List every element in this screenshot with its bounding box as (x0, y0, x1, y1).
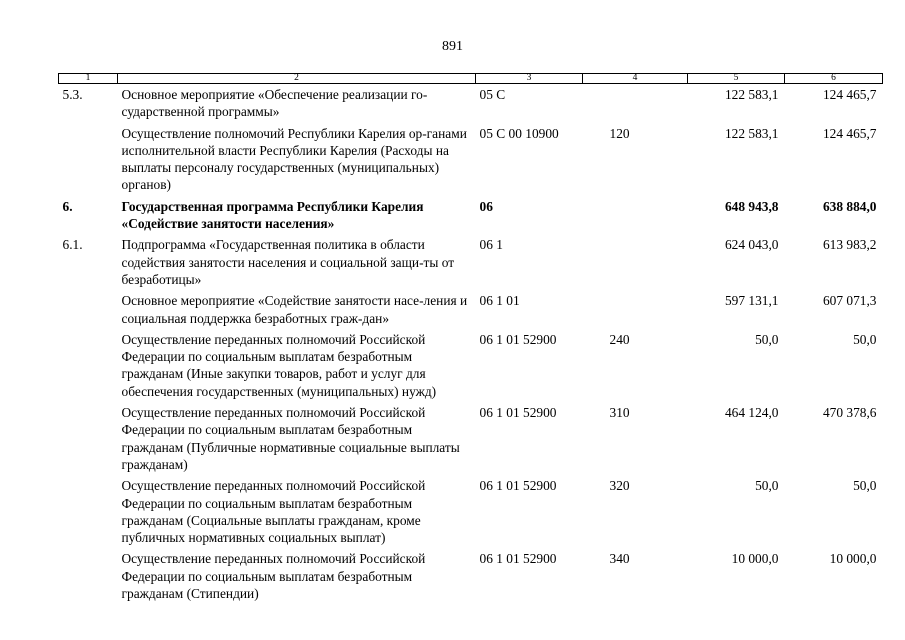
table-row (59, 477, 883, 550)
item-name: Основное мероприятие «Содействие занятости насе-ления и социальная поддержка безработных граж-дан» (121, 293, 468, 326)
page-number: 891 (442, 39, 463, 54)
target-code: 06 (479, 198, 493, 214)
table-row (59, 198, 883, 237)
section-number: 5.3. (62, 87, 83, 102)
column-number-header (59, 74, 883, 84)
amount-year-1: 122 583,1 (724, 125, 779, 141)
expense-type-code (583, 236, 688, 292)
expense-type-code: 320 (609, 478, 630, 494)
amount-year-2: 124 465,7 (822, 87, 877, 102)
item-name: Основное мероприятие «Обеспечение реализации го-сударственной программы» (121, 87, 428, 120)
target-code: 06 1 01 52900 (479, 551, 557, 567)
amount-year-2: 10 000,0 (829, 551, 877, 567)
table-row (59, 331, 883, 404)
column-header: 2 (118, 74, 476, 84)
amount-year-1: 122 583,1 (724, 87, 779, 102)
section-number (59, 404, 118, 477)
item-name: Осуществление полномочий Республики Карелия ор-ганами исполнительной власти Республики Карелия (Расходы на выплаты персоналу государственных (муниципальных) органов) (121, 125, 467, 193)
amount-year-2: 613 983,2 (822, 237, 877, 253)
amount-year-1: 10 000,0 (731, 551, 779, 567)
expense-type-code: 120 (609, 125, 630, 141)
amount-year-2: 50,0 (853, 331, 877, 347)
amount-year-1: 464 124,0 (724, 405, 779, 421)
column-header: 3 (476, 74, 583, 84)
amount-year-2: 124 465,7 (822, 125, 877, 141)
amount-year-1: 624 043,0 (724, 237, 779, 253)
amount-year-1: 597 131,1 (724, 293, 779, 309)
column-header: 4 (583, 74, 688, 84)
target-code: 06 1 01 52900 (479, 331, 557, 347)
column-header: 5 (688, 74, 785, 84)
item-name: Осуществление переданных полномочий Российской Федерации по социальным выплатам безработным гражданам (Социальные выплаты гражданам, кроме публичных нормативных социальных выплат) (121, 478, 426, 546)
item-name: Осуществление переданных полномочий Российской Федерации по социальным выплатам безработным гражданам (Стипендии) (121, 551, 426, 602)
table-row (59, 125, 883, 198)
expense-type-code: 310 (609, 405, 630, 421)
target-code: 06 1 (479, 237, 503, 253)
amount-year-2: 50,0 (853, 478, 877, 494)
target-code: 06 1 01 52900 (479, 478, 557, 494)
amount-year-2: 638 884,0 (822, 198, 877, 214)
expense-type-code (583, 84, 688, 125)
target-code: 06 1 01 (479, 293, 520, 309)
item-name: Осуществление переданных полномочий Российской Федерации по социальным выплатам безработным гражданам (Публичные нормативные социальные выплаты гражданам) (121, 405, 460, 472)
target-code: 05 С (479, 87, 506, 102)
section-number (59, 550, 118, 606)
section-number (59, 331, 118, 404)
expense-type-code: 240 (609, 331, 630, 347)
item-name: Осуществление переданных полномочий Российской Федерации по социальным выплатам безработным гражданам (Иные закупки товаров, работ и услуг для обеспечения государственных (муниципальных) нужд) (121, 331, 437, 399)
section-number (59, 477, 118, 550)
amount-year-1: 648 943,8 (724, 198, 779, 214)
table-row (59, 84, 883, 125)
target-code: 05 С 00 10900 (479, 125, 559, 141)
column-header: 1 (59, 74, 118, 84)
table-row (59, 292, 883, 331)
amount-year-1: 50,0 (755, 331, 779, 347)
table-row (59, 236, 883, 292)
amount-year-2: 607 071,3 (822, 293, 877, 309)
section-number: 6. (62, 198, 73, 214)
expense-type-code (583, 198, 688, 237)
table-row (59, 404, 883, 477)
target-code: 06 1 01 52900 (479, 405, 557, 421)
section-number (59, 125, 118, 198)
budget-table (58, 73, 883, 606)
section-number: 6.1. (62, 237, 83, 253)
item-name: Государственная программа Республики Карелия «Содействие занятости населения» (121, 198, 424, 232)
column-header: 6 (785, 74, 883, 84)
expense-type-code: 340 (609, 551, 630, 567)
expense-type-code (583, 292, 688, 331)
section-number (59, 292, 118, 331)
item-name: Подпрограмма «Государственная политика в области содействия занятости населения и социальной защи-ты от безработицы» (121, 237, 455, 287)
amount-year-2: 470 378,6 (822, 405, 877, 421)
amount-year-1: 50,0 (755, 478, 779, 494)
table-row (59, 550, 883, 606)
